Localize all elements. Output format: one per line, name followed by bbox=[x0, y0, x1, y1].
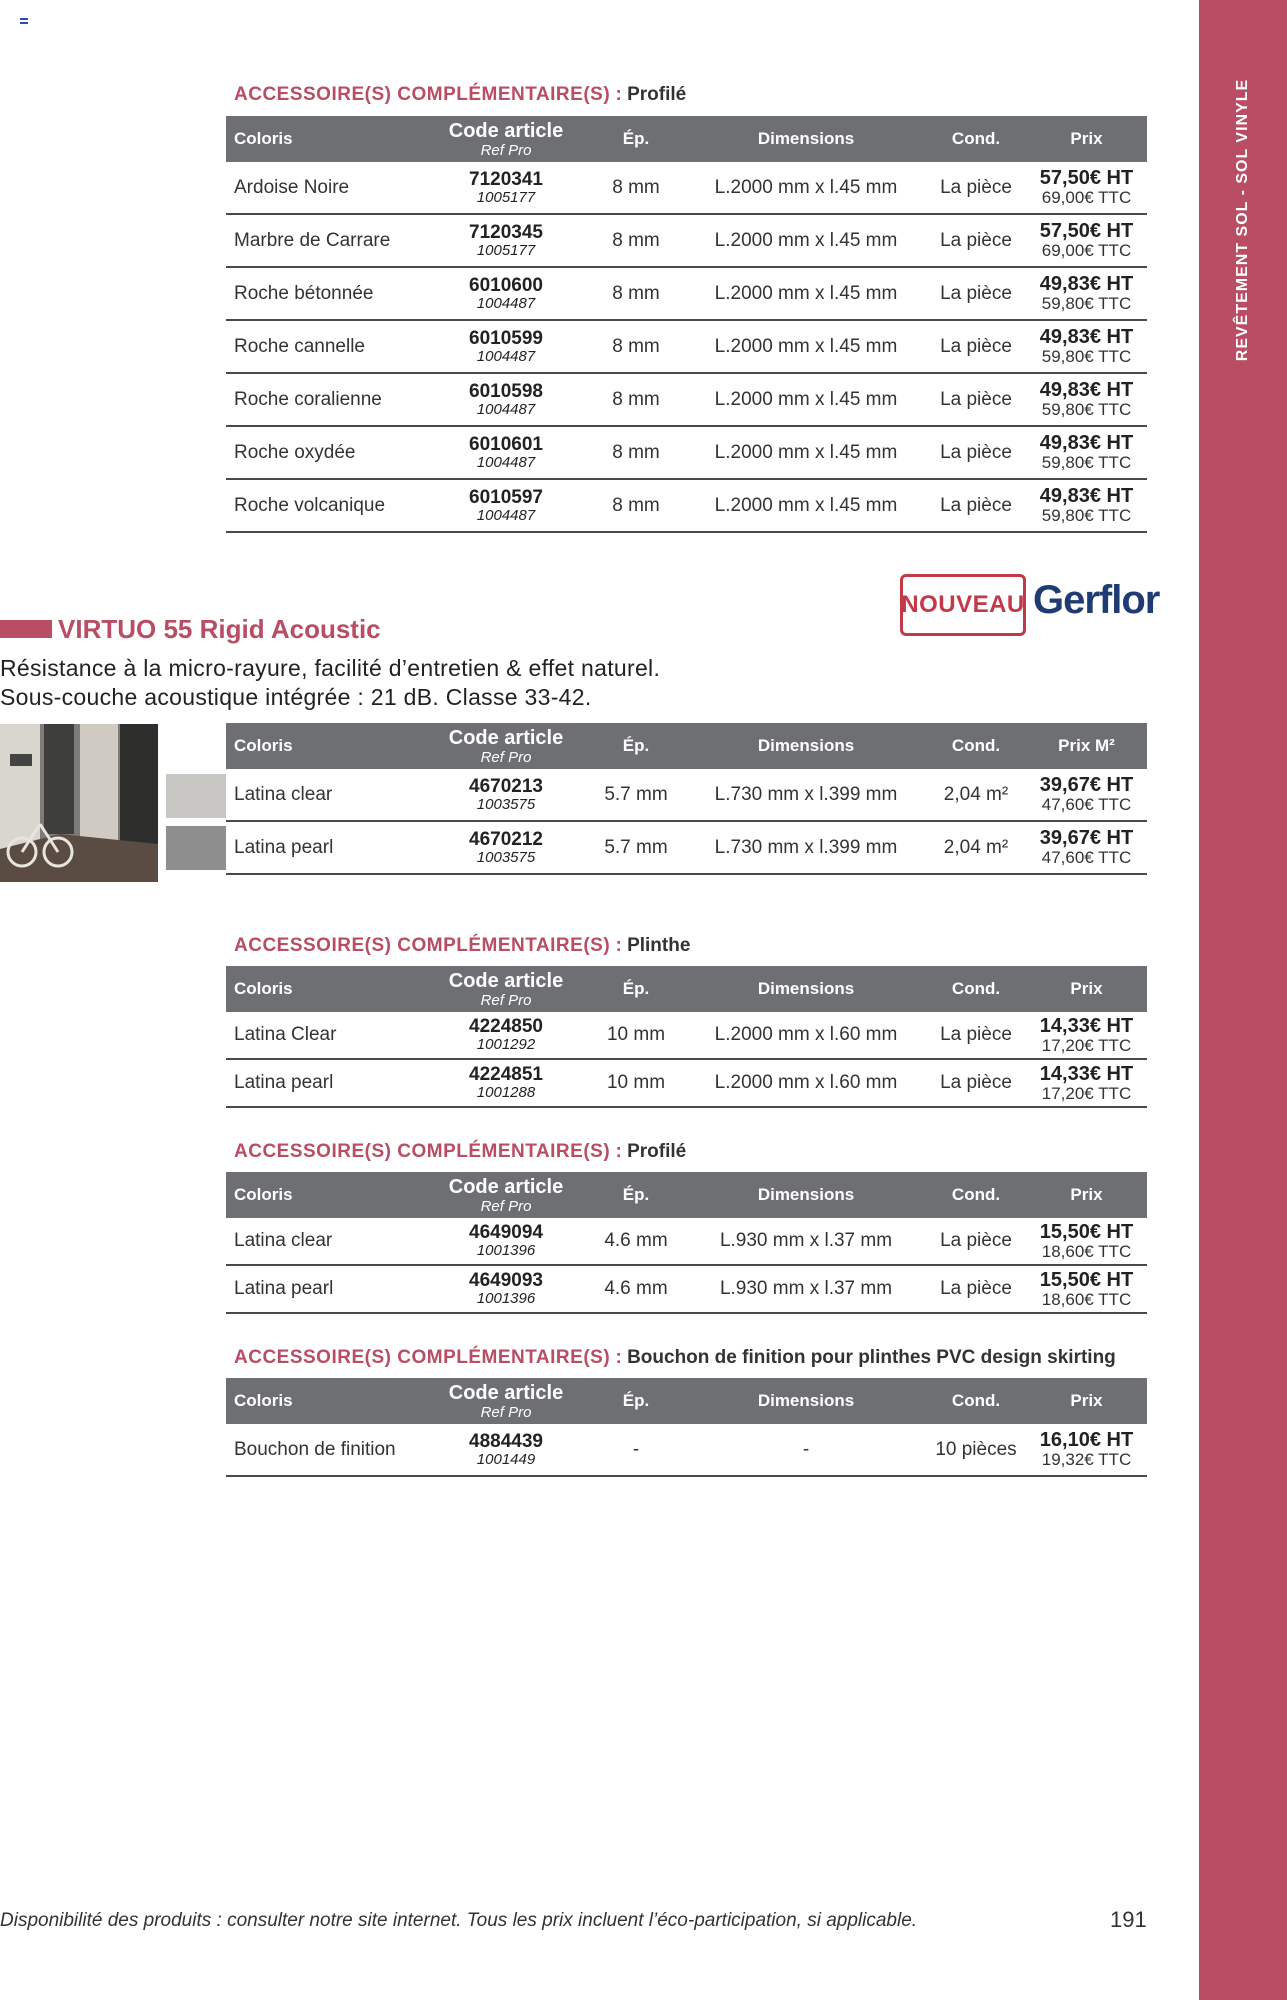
table-row bbox=[226, 821, 1147, 874]
cell-dimensions: L.2000 mm x l.45 mm bbox=[686, 426, 926, 479]
cell-code-ref: 1005177 bbox=[476, 241, 536, 259]
header-cond: Cond. bbox=[926, 1172, 1026, 1218]
header-price: Prix bbox=[1026, 1172, 1147, 1218]
cell-price bbox=[1026, 1424, 1147, 1476]
cell-ep: 5.7 mm bbox=[586, 769, 686, 821]
header-code-article bbox=[426, 1378, 586, 1424]
cell-code bbox=[426, 1059, 586, 1107]
cell-cond: La pièce bbox=[926, 373, 1026, 426]
cell-coloris: Latina clear bbox=[226, 1218, 426, 1265]
cell-code-main: 6010600 bbox=[469, 274, 543, 296]
cell-ep: - bbox=[586, 1424, 686, 1476]
cell-price bbox=[1026, 769, 1147, 821]
header-dimensions: Dimensions bbox=[686, 1172, 926, 1218]
product-description-2: Sous-couche acoustique intégrée : 21 dB. Classe 33-42. bbox=[0, 684, 592, 710]
header-coloris: Coloris bbox=[226, 966, 426, 1012]
cell-ep: 4.6 mm bbox=[586, 1218, 686, 1265]
product-accent-bar bbox=[0, 620, 52, 638]
cell-cond: 10 pièces bbox=[926, 1424, 1026, 1476]
cell-code-main: 6010597 bbox=[469, 486, 543, 508]
cell-price-ttc: 18,60€ TTC bbox=[1041, 1289, 1132, 1309]
header-price: Prix bbox=[1026, 116, 1147, 162]
cell-price-ht: 15,50€ HT bbox=[1039, 1268, 1134, 1291]
cell-price-ht: 57,50€ HT bbox=[1039, 220, 1134, 242]
brand-logo: Gerflor bbox=[1033, 578, 1160, 622]
cell-cond: La pièce bbox=[926, 426, 1026, 479]
product-title: VIRTUO 55 Rigid Acoustic bbox=[58, 614, 381, 644]
cell-price-ttc: 18,60€ TTC bbox=[1041, 1241, 1132, 1261]
header-ep: Ép. bbox=[586, 1172, 686, 1218]
header-dimensions: Dimensions bbox=[686, 1378, 926, 1424]
cell-price-ht: 57,50€ HT bbox=[1039, 167, 1134, 189]
cell-price bbox=[1026, 821, 1147, 874]
cell-code-ref: 1001449 bbox=[476, 1450, 536, 1468]
header-dimensions: Dimensions bbox=[686, 723, 926, 769]
header-ep: Ép. bbox=[586, 1378, 686, 1424]
header-price: Prix bbox=[1026, 1378, 1147, 1424]
side-category-label: REVÊTEMENT SOL - SOL VINYLE bbox=[1234, 78, 1251, 362]
cell-coloris: Marbre de Carrare bbox=[226, 214, 426, 267]
header-coloris: Coloris bbox=[226, 1378, 426, 1424]
header-coloris: Coloris bbox=[226, 1172, 426, 1218]
header-dimensions: Dimensions bbox=[686, 116, 926, 162]
table-profile-2 bbox=[226, 1172, 1147, 1314]
cell-price-ttc: 59,80€ TTC bbox=[1041, 294, 1132, 313]
cell-ep: 8 mm bbox=[586, 479, 686, 532]
accessory-name: Bouchon de finition pour plinthes PVC design skirting bbox=[627, 1347, 1116, 1368]
cell-ep: 10 mm bbox=[586, 1059, 686, 1107]
cell-code-ref: 1004487 bbox=[476, 453, 536, 471]
header-coloris: Coloris bbox=[226, 116, 426, 162]
header-ep: Ép. bbox=[586, 116, 686, 162]
cell-dimensions: L.930 mm x l.37 mm bbox=[686, 1265, 926, 1313]
header-ep: Ép. bbox=[586, 966, 686, 1012]
cell-dimensions: L.2000 mm x l.45 mm bbox=[686, 373, 926, 426]
header-code-main: Code article bbox=[448, 726, 564, 749]
cell-code-ref: 1004487 bbox=[476, 400, 536, 418]
cell-price-ht: 39,67€ HT bbox=[1039, 827, 1134, 849]
cell-ep: 8 mm bbox=[586, 214, 686, 267]
header-coloris: Coloris bbox=[226, 723, 426, 769]
cell-code-main: 4670212 bbox=[469, 828, 543, 850]
swatch-latina-clear bbox=[166, 774, 226, 818]
accessory-name: Plinthe bbox=[627, 935, 691, 956]
cell-price bbox=[1026, 320, 1147, 373]
cell-price-ht: 16,10€ HT bbox=[1039, 1429, 1134, 1451]
cell-coloris: Roche cannelle bbox=[226, 320, 426, 373]
table-row bbox=[226, 162, 1147, 214]
cell-cond: La pièce bbox=[926, 162, 1026, 214]
cell-code bbox=[426, 821, 586, 874]
header-cond: Cond. bbox=[926, 723, 1026, 769]
header-code-ref: Ref Pro bbox=[480, 991, 532, 1009]
accessory-keyword: ACCESSOIRE(S) COMPLÉMENTAIRE(S) bbox=[234, 84, 611, 105]
cell-code-ref: 1001292 bbox=[476, 1036, 536, 1053]
header-code-article bbox=[426, 723, 586, 769]
cell-cond: 2,04 m² bbox=[926, 821, 1026, 874]
table-row bbox=[226, 1218, 1147, 1265]
cell-code-ref: 1001396 bbox=[476, 1290, 536, 1307]
cell-cond: La pièce bbox=[926, 1012, 1026, 1059]
cell-code-main: 6010598 bbox=[469, 380, 543, 402]
cell-dimensions: L.2000 mm x l.45 mm bbox=[686, 320, 926, 373]
cell-code-ref: 1004487 bbox=[476, 294, 536, 312]
cell-price-ttc: 59,80€ TTC bbox=[1041, 506, 1132, 525]
section-title-bouchon: ACCESSOIRE(S) COMPLÉMENTAIRE(S) : Bouchon de finition pour plinthes PVC design skirting bbox=[234, 1347, 1116, 1368]
cell-price-ht: 49,83€ HT bbox=[1039, 485, 1134, 507]
header-code-main: Code article bbox=[448, 1381, 564, 1404]
room-photo bbox=[0, 724, 158, 882]
cell-price-ht: 14,33€ HT bbox=[1039, 1014, 1134, 1037]
cell-price bbox=[1026, 162, 1147, 214]
table-row bbox=[226, 373, 1147, 426]
cell-price-ht: 15,50€ HT bbox=[1039, 1220, 1134, 1243]
cell-code bbox=[426, 769, 586, 821]
table-virtuo-55 bbox=[226, 723, 1147, 875]
cell-dimensions: L.730 mm x l.399 mm bbox=[686, 821, 926, 874]
cell-price-ttc: 19,32€ TTC bbox=[1041, 1450, 1132, 1469]
header-code-ref: Ref Pro bbox=[480, 1197, 532, 1215]
table-row bbox=[226, 479, 1147, 532]
cell-code-main: 4884439 bbox=[469, 1430, 543, 1452]
cell-cond: La pièce bbox=[926, 1218, 1026, 1265]
cell-dimensions: L.930 mm x l.37 mm bbox=[686, 1218, 926, 1265]
cell-code-ref: 1004487 bbox=[476, 506, 536, 524]
cell-code bbox=[426, 320, 586, 373]
cell-price-ht: 49,83€ HT bbox=[1039, 326, 1134, 348]
header-cond: Cond. bbox=[926, 1378, 1026, 1424]
cell-code bbox=[426, 1424, 586, 1476]
cell-price bbox=[1026, 1218, 1147, 1265]
cell-code bbox=[426, 162, 586, 214]
cell-coloris: Latina pearl bbox=[226, 1059, 426, 1107]
cell-dimensions: L.2000 mm x l.45 mm bbox=[686, 267, 926, 320]
cell-price bbox=[1026, 1012, 1147, 1059]
cell-coloris: Roche volcanique bbox=[226, 479, 426, 532]
accessory-name: Profilé bbox=[627, 1141, 687, 1162]
cell-price bbox=[1026, 214, 1147, 267]
cell-price-ttc: 47,60€ TTC bbox=[1041, 848, 1132, 867]
accessory-name: Profilé bbox=[627, 84, 687, 105]
cell-code bbox=[426, 426, 586, 479]
table-row bbox=[226, 426, 1147, 479]
table-row bbox=[226, 1059, 1147, 1107]
cell-cond: La pièce bbox=[926, 1059, 1026, 1107]
header-cond: Cond. bbox=[926, 966, 1026, 1012]
accessory-keyword: ACCESSOIRE(S) COMPLÉMENTAIRE(S) bbox=[234, 935, 611, 956]
cell-code-ref: 1003575 bbox=[476, 848, 536, 866]
menu-icon[interactable] bbox=[20, 18, 28, 24]
cell-ep: 8 mm bbox=[586, 320, 686, 373]
table-row bbox=[226, 1424, 1147, 1476]
cell-code bbox=[426, 214, 586, 267]
cell-cond: La pièce bbox=[926, 1265, 1026, 1313]
footer-note: Disponibilité des produits : consulter notre site internet. Tous les prix incluent l’éco-participation, si applicable. bbox=[0, 1910, 918, 1931]
cell-code-main: 4224850 bbox=[469, 1016, 543, 1037]
header-ep: Ép. bbox=[586, 723, 686, 769]
cell-ep: 8 mm bbox=[586, 267, 686, 320]
cell-code bbox=[426, 479, 586, 532]
cell-price bbox=[1026, 1265, 1147, 1313]
cell-code-main: 4670213 bbox=[469, 775, 543, 797]
cell-dimensions: L.2000 mm x l.60 mm bbox=[686, 1012, 926, 1059]
cell-code bbox=[426, 373, 586, 426]
cell-code bbox=[426, 1265, 586, 1313]
cell-price-ttc: 17,20€ TTC bbox=[1041, 1083, 1132, 1103]
cell-price bbox=[1026, 1059, 1147, 1107]
cell-code-main: 4224851 bbox=[469, 1064, 543, 1085]
cell-price-ht: 49,83€ HT bbox=[1039, 432, 1134, 454]
cell-dimensions: L.2000 mm x l.60 mm bbox=[686, 1059, 926, 1107]
section-title-plinthe: ACCESSOIRE(S) COMPLÉMENTAIRE(S) : Plinthe bbox=[234, 935, 691, 956]
cell-price bbox=[1026, 426, 1147, 479]
cell-price bbox=[1026, 479, 1147, 532]
header-code-article bbox=[426, 966, 586, 1012]
cell-price-ttc: 69,00€ TTC bbox=[1041, 241, 1132, 260]
cell-price-ttc: 59,80€ TTC bbox=[1041, 400, 1132, 419]
cell-coloris: Latina Clear bbox=[226, 1012, 426, 1059]
cell-ep: 5.7 mm bbox=[586, 821, 686, 874]
page-number: 191 bbox=[1110, 1907, 1147, 1932]
header-cond: Cond. bbox=[926, 116, 1026, 162]
header-price: Prix M² bbox=[1026, 723, 1147, 769]
cell-coloris: Bouchon de finition bbox=[226, 1424, 426, 1476]
cell-coloris: Latina pearl bbox=[226, 1265, 426, 1313]
table-row bbox=[226, 320, 1147, 373]
cell-price bbox=[1026, 267, 1147, 320]
cell-price-ht: 14,33€ HT bbox=[1039, 1062, 1134, 1085]
cell-code-main: 7120345 bbox=[469, 221, 543, 243]
cell-coloris: Ardoise Noire bbox=[226, 162, 426, 214]
cell-cond: 2,04 m² bbox=[926, 769, 1026, 821]
header-code-ref: Ref Pro bbox=[480, 1403, 532, 1421]
cell-price-ttc: 59,80€ TTC bbox=[1041, 347, 1132, 366]
cell-dimensions: L.2000 mm x l.45 mm bbox=[686, 479, 926, 532]
cell-code-ref: 1001396 bbox=[476, 1242, 536, 1259]
cell-ep: 8 mm bbox=[586, 373, 686, 426]
swatch-latina-pearl bbox=[166, 826, 226, 870]
table-row bbox=[226, 1012, 1147, 1059]
table-row bbox=[226, 267, 1147, 320]
section-title-profile-1: ACCESSOIRE(S) COMPLÉMENTAIRE(S) : Profilé bbox=[234, 84, 687, 105]
table-profile-1 bbox=[226, 116, 1147, 533]
cell-price bbox=[1026, 373, 1147, 426]
accessory-keyword: ACCESSOIRE(S) COMPLÉMENTAIRE(S) bbox=[234, 1141, 611, 1162]
header-code-main: Code article bbox=[448, 119, 564, 142]
new-badge: NOUVEAU bbox=[900, 574, 1026, 636]
table-plinthe bbox=[226, 966, 1147, 1108]
section-title-profile-2: ACCESSOIRE(S) COMPLÉMENTAIRE(S) : Profilé bbox=[234, 1141, 687, 1162]
cell-code-main: 6010599 bbox=[469, 327, 543, 349]
header-code-article bbox=[426, 116, 586, 162]
cell-price-ttc: 47,60€ TTC bbox=[1041, 795, 1132, 814]
header-code-main: Code article bbox=[448, 969, 564, 992]
cell-code-main: 4649094 bbox=[469, 1222, 543, 1243]
cell-cond: La pièce bbox=[926, 267, 1026, 320]
cell-cond: La pièce bbox=[926, 214, 1026, 267]
cell-price-ht: 49,83€ HT bbox=[1039, 379, 1134, 401]
cell-price-ttc: 17,20€ TTC bbox=[1041, 1035, 1132, 1055]
cell-code-ref: 1001288 bbox=[476, 1084, 536, 1101]
cell-dimensions: L.730 mm x l.399 mm bbox=[686, 769, 926, 821]
header-dimensions: Dimensions bbox=[686, 966, 926, 1012]
cell-dimensions: - bbox=[686, 1424, 926, 1476]
cell-coloris: Roche oxydée bbox=[226, 426, 426, 479]
cell-ep: 4.6 mm bbox=[586, 1265, 686, 1313]
cell-price-ttc: 69,00€ TTC bbox=[1041, 188, 1132, 207]
cell-code-main: 7120341 bbox=[469, 168, 543, 190]
cell-ep: 8 mm bbox=[586, 426, 686, 479]
header-code-ref: Ref Pro bbox=[480, 141, 532, 159]
table-row bbox=[226, 769, 1147, 821]
table-bouchon bbox=[226, 1378, 1147, 1477]
accessory-keyword: ACCESSOIRE(S) COMPLÉMENTAIRE(S) bbox=[234, 1347, 611, 1368]
cell-price-ttc: 59,80€ TTC bbox=[1041, 453, 1132, 472]
cell-code-ref: 1005177 bbox=[476, 188, 536, 206]
table-row bbox=[226, 1265, 1147, 1313]
cell-code-main: 6010601 bbox=[469, 433, 543, 455]
cell-coloris: Roche coralienne bbox=[226, 373, 426, 426]
cell-ep: 8 mm bbox=[586, 162, 686, 214]
header-code-ref: Ref Pro bbox=[480, 748, 532, 766]
cell-code bbox=[426, 1218, 586, 1265]
cell-price-ht: 39,67€ HT bbox=[1039, 774, 1134, 796]
cell-coloris: Latina clear bbox=[226, 769, 426, 821]
cell-coloris: Latina pearl bbox=[226, 821, 426, 874]
cell-ep: 10 mm bbox=[586, 1012, 686, 1059]
cell-price-ht: 49,83€ HT bbox=[1039, 273, 1134, 295]
cell-dimensions: L.2000 mm x l.45 mm bbox=[686, 162, 926, 214]
cell-code bbox=[426, 1012, 586, 1059]
header-code-article bbox=[426, 1172, 586, 1218]
cell-coloris: Roche bétonnée bbox=[226, 267, 426, 320]
cell-code-main: 4649093 bbox=[469, 1270, 543, 1291]
product-description-1: Résistance à la micro-rayure, facilité d’entretien & effet naturel. bbox=[0, 655, 661, 681]
cell-cond: La pièce bbox=[926, 479, 1026, 532]
cell-dimensions: L.2000 mm x l.45 mm bbox=[686, 214, 926, 267]
header-code-main: Code article bbox=[448, 1175, 564, 1198]
header-price: Prix bbox=[1026, 966, 1147, 1012]
cell-code bbox=[426, 267, 586, 320]
cell-code-ref: 1003575 bbox=[476, 795, 536, 813]
cell-code-ref: 1004487 bbox=[476, 347, 536, 365]
cell-cond: La pièce bbox=[926, 320, 1026, 373]
table-row bbox=[226, 214, 1147, 267]
